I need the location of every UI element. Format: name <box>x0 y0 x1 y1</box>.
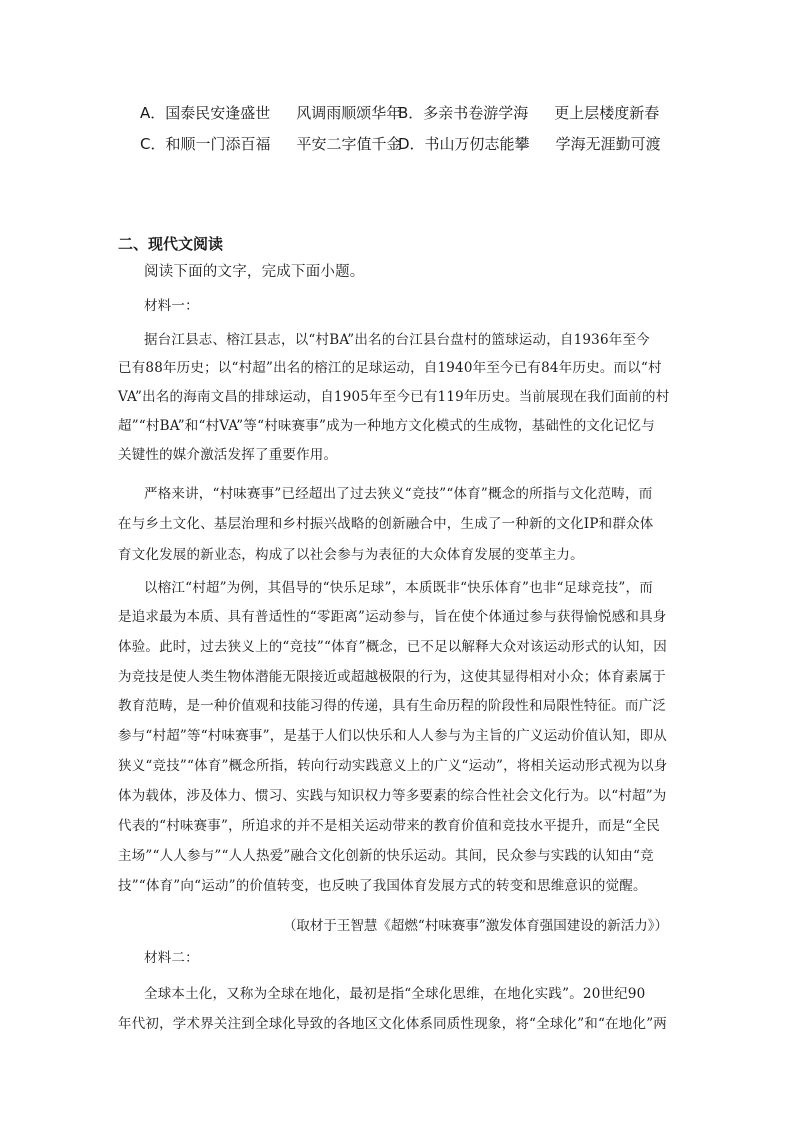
paragraph-line: 据台江县志、榕江县志，以“村BA”出名的台江县台盘村的篮球运动，自1936年至今 <box>144 332 650 348</box>
paragraph-line: 体验。此时，过去狭义上的“竞技”“体育”概念，已不足以解释大众对该运动形式的认知，因 <box>118 639 668 655</box>
paragraph-line: 代表的“村味赛事”，所追求的并不是相关运动带来的教育价值和竞技水平提升，而是“全民 <box>118 818 660 834</box>
paragraph-line: 已有88年历史；以“村超”出名的榕江的足球运动，自1940年至今已有84年历史。而以“村 <box>118 360 662 376</box>
paragraph-line: 狭义“竞技”“体育”概念所指，转向行动实践意义上的广义“运动”，将相关运动形式视为以身 <box>118 758 668 774</box>
paragraph-line: 为竞技是使人类生物体潜能无限接近或超越极限的行为，这使其显得相对小众；体育素属于 <box>118 669 666 685</box>
instruction-text: 阅读下面的文字，完成下面小题。 <box>144 264 365 280</box>
paragraph-line: 关键性的媒介激活发挥了重要作用。 <box>118 447 338 463</box>
paragraph-line: 全球本土化，又称为全球在地化，最初是指“全球化思维，在地化实践”。20世纪90 <box>144 986 646 1002</box>
option-d-first: D．书山万仞志能攀 <box>398 135 530 153</box>
option-c <box>140 133 402 154</box>
paragraph-line: 以榕江“村超”为例，其倡导的“快乐足球”，本质既非“快乐体育”也非“足球竞技”，而 <box>144 580 653 596</box>
option-c-first: C．和顺一门添百福 <box>140 135 271 153</box>
paragraph-line: 严格来讲，“村味赛事”已经超出了过去狭义“竞技”“体育”概念的所指与文化范畴，而 <box>144 486 653 502</box>
option-d <box>398 133 661 154</box>
paragraph-line: 主场”“人人参与”“人人热爱”融合文化创新的快乐运动。其间，民众参与实践的认知由“竞 <box>118 848 654 864</box>
paragraph-line: 育文化发展的新业态，构成了以社会参与为表征的大众体育发展的变革主力。 <box>118 547 584 563</box>
paragraph-line: 超”“村BA”和“村VA”等“村味赛事”成为一种地方文化模式的生成物，基础性的文化记忆与 <box>118 418 655 434</box>
paragraph-line: 在与乡土文化、基层治理和乡村振兴战略的创新融合中，生成了一种新的文化IP和群众体 <box>118 516 654 532</box>
option-a-first: A．国泰民安逢盛世 <box>140 104 271 122</box>
paragraph-line: VA”出名的海南文昌的排球运动，自1905年至今已有119年历史。当前展现在我们面前的村 <box>118 389 670 405</box>
paragraph-line: 技”“体育”向“运动”的价值转变，也反映了我国体育发展方式的转变和思维意识的觉醒。 <box>118 878 647 894</box>
option-b <box>398 102 659 123</box>
source-citation: （取材于王智慧《超燃“村味赛事”激发体育强国建设的新活力》） <box>282 918 668 934</box>
material2-label: 材料二： <box>144 950 199 966</box>
option-c-second: 平安二字值千金 <box>296 135 402 153</box>
option-a-second: 风调雨顺颂华年 <box>296 104 402 122</box>
option-b-first: B．多亲书卷游学海 <box>398 104 529 122</box>
option-a <box>140 102 401 123</box>
section-heading: 二、现代文阅读 <box>118 235 224 253</box>
material1-label: 材料一： <box>144 298 199 314</box>
paragraph-line: 是追求最为本质、具有普适性的“零距离”运动参与，旨在使个体通过参与获得愉悦感和具身 <box>118 609 667 625</box>
paragraph-line: 参与“村超”等“村味赛事”，是基于人们以快乐和人人参与为主旨的广义运动价值认知，即从 <box>118 728 668 744</box>
paragraph-line: 体为载体，涉及体力、惯习、实践与知识权力等多要素的综合性社会文化行为。以“村超”为 <box>118 788 667 804</box>
option-b-second: 更上层楼度新春 <box>554 104 660 122</box>
option-d-second: 学海无涯勤可渡 <box>555 135 661 153</box>
paragraph-line: 年代初，学术界关注到全球化导致的各地区文化体系同质性现象，将“全球化”和“在地化”两 <box>118 1016 668 1032</box>
paragraph-line: 教育范畴，是一种价值观和技能习得的传递，具有生命历程的阶段性和局限性特征。而广泛 <box>118 698 666 714</box>
